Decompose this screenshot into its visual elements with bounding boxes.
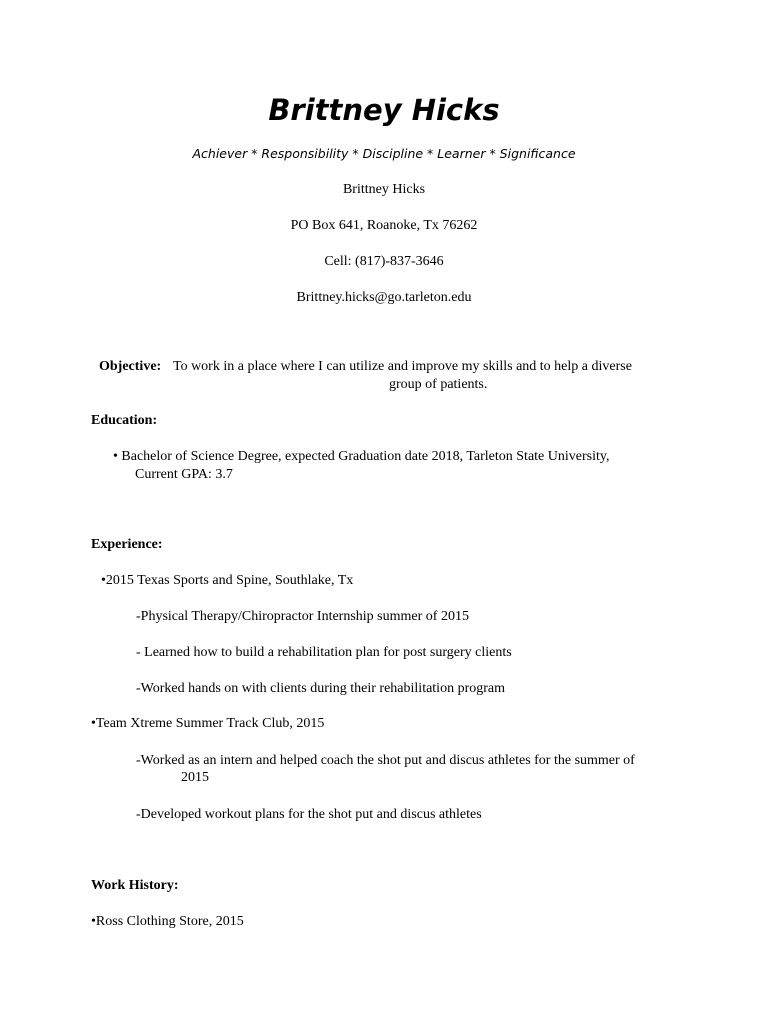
- experience-job1-title: •2015 Texas Sports and Spine, Southlake, Tx: [101, 573, 354, 588]
- experience-job1-detail2: - Learned how to build a rehabilitation plan for post surgery clients: [136, 645, 512, 660]
- education-heading: Education:: [91, 413, 158, 428]
- objective-text-line2: group of patients.: [389, 377, 488, 392]
- objective-text-line1: To work in a place where I can utilize and improve my skills and to help a diverse: [173, 359, 632, 374]
- experience-job2-detail1-line2: 2015: [181, 770, 209, 785]
- resume-name-heading: Brittney Hicks: [268, 93, 500, 127]
- experience-job1-detail1: -Physical Therapy/Chiropractor Internship summer of 2015: [136, 609, 469, 624]
- experience-job2-title: •Team Xtreme Summer Track Club, 2015: [91, 716, 325, 731]
- experience-job1-detail3: -Worked hands on with clients during their rehabilitation program: [136, 681, 506, 696]
- contact-name: Brittney Hicks: [342, 182, 426, 197]
- experience-job2-detail2: -Developed workout plans for the shot put and discus athletes: [136, 807, 482, 822]
- experience-job2-detail1-line1: -Worked as an intern and helped coach the shot put and discus athletes for the summer of: [136, 753, 635, 768]
- contact-email: Brittney.hicks@go.tarleton.edu: [296, 290, 472, 305]
- experience-heading: Experience:: [91, 537, 163, 552]
- work-history-heading: Work History:: [91, 878, 179, 893]
- strengths-tagline: Achiever * Responsibility * Discipline * Learner * Significance: [192, 146, 576, 161]
- education-item-line1: • Bachelor of Science Degree, expected Graduation date 2018, Tarleton State University,: [113, 449, 610, 464]
- contact-address: PO Box 641, Roanoke, Tx 76262: [290, 218, 478, 233]
- contact-cell: Cell: (817)-837-3646: [324, 254, 444, 269]
- work-history-item1: •Ross Clothing Store, 2015: [91, 914, 244, 929]
- education-item-line2: Current GPA: 3.7: [135, 467, 233, 482]
- objective-label: Objective:: [99, 359, 162, 374]
